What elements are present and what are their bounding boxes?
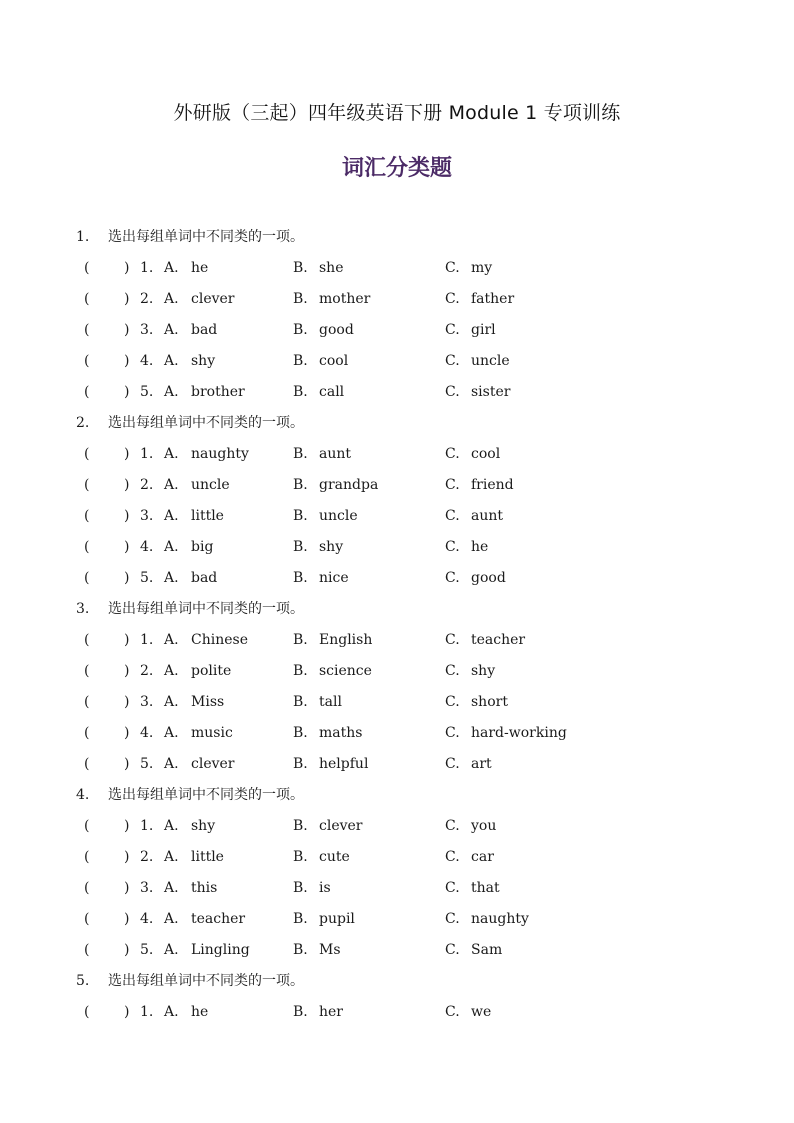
option-a-label: A. [164,570,179,586]
question-item-row [0,656,794,687]
answer-paren-open[interactable]: ( [84,694,90,710]
option-b-label: B. [293,880,308,896]
option-b-label: B. [293,539,308,555]
option-a-label: A. [164,446,179,462]
option-c-word: father [471,291,515,307]
option-b-word: Ms [319,942,341,958]
question-instruction: 选出每组单词中不同类的一项。 [108,787,304,803]
item-number: 5. [140,570,154,586]
option-b-label: B. [293,725,308,741]
option-b-word: tall [319,694,342,710]
question-item-row [0,439,794,470]
option-b-word: cool [319,353,349,369]
option-c-word: short [471,694,508,710]
option-b-word: helpful [319,756,369,772]
option-c-label: C. [445,694,460,710]
item-number: 5. [140,756,154,772]
question-item-row [0,563,794,594]
option-b-label: B. [293,849,308,865]
answer-paren-open[interactable]: ( [84,756,90,772]
option-a-label: A. [164,694,179,710]
answer-paren-close[interactable]: ) [124,942,130,958]
option-b-label: B. [293,260,308,276]
answer-paren-open[interactable]: ( [84,477,90,493]
option-a-word: brother [191,384,245,400]
question-item-row [0,904,794,935]
option-c-label: C. [445,322,460,338]
answer-paren-open[interactable]: ( [84,663,90,679]
answer-paren-open[interactable]: ( [84,539,90,555]
option-c-label: C. [445,384,460,400]
option-c-word: Sam [471,942,503,958]
item-number: 3. [140,694,154,710]
question-list [0,222,794,1028]
option-c-label: C. [445,880,460,896]
answer-paren-close[interactable]: ) [124,384,130,400]
option-a-label: A. [164,539,179,555]
answer-paren-open[interactable]: ( [84,911,90,927]
option-c-label: C. [445,632,460,648]
answer-paren-close[interactable]: ) [124,818,130,834]
option-a-word: Lingling [191,942,250,958]
question-item-row [0,842,794,873]
option-a-label: A. [164,508,179,524]
option-c-word: uncle [471,353,510,369]
option-a-label: A. [164,756,179,772]
option-b-label: B. [293,291,308,307]
option-a-label: A. [164,911,179,927]
option-b-word: aunt [319,446,352,462]
option-b-label: B. [293,818,308,834]
option-a-label: A. [164,1004,179,1020]
option-c-label: C. [445,477,460,493]
option-a-word: he [191,260,209,276]
item-number: 3. [140,508,154,524]
item-number: 4. [140,725,154,741]
question-header [0,408,794,439]
question-item-row [0,346,794,377]
option-b-label: B. [293,632,308,648]
question-item-row [0,253,794,284]
option-a-word: bad [191,570,218,586]
question-header [0,222,794,253]
answer-paren-close[interactable]: ) [124,477,130,493]
option-b-label: B. [293,911,308,927]
question-item-row [0,873,794,904]
question-number: 3. [76,601,90,617]
option-c-word: he [471,539,489,555]
item-number: 1. [140,446,154,462]
option-a-label: A. [164,291,179,307]
option-a-word: big [191,539,214,555]
answer-paren-open[interactable]: ( [84,1004,90,1020]
item-number: 3. [140,322,154,338]
option-a-word: bad [191,322,218,338]
option-b-label: B. [293,384,308,400]
option-c-label: C. [445,260,460,276]
question-instruction: 选出每组单词中不同类的一项。 [108,973,304,989]
option-c-word: girl [471,322,496,338]
option-b-label: B. [293,942,308,958]
answer-paren-close[interactable]: ) [124,539,130,555]
answer-paren-close[interactable]: ) [124,694,130,710]
option-b-word: pupil [319,911,355,927]
item-number: 5. [140,942,154,958]
option-c-label: C. [445,1004,460,1020]
option-c-word: you [471,818,497,834]
option-a-word: clever [191,291,235,307]
option-a-word: this [191,880,218,896]
answer-paren-open[interactable]: ( [84,291,90,307]
answer-paren-open[interactable]: ( [84,508,90,524]
answer-paren-close[interactable]: ) [124,570,130,586]
answer-paren-open[interactable]: ( [84,446,90,462]
question-header [0,966,794,997]
question-item-row [0,997,794,1028]
option-a-word: Miss [191,694,225,710]
answer-paren-open[interactable]: ( [84,384,90,400]
option-c-label: C. [445,942,460,958]
option-a-word: shy [191,353,216,369]
option-c-word: good [471,570,506,586]
option-a-word: music [191,725,233,741]
answer-paren-open[interactable]: ( [84,849,90,865]
answer-paren-close[interactable]: ) [124,663,130,679]
item-number: 1. [140,1004,154,1020]
item-number: 2. [140,663,154,679]
option-c-label: C. [445,756,460,772]
option-b-word: mother [319,291,371,307]
option-c-label: C. [445,911,460,927]
option-b-label: B. [293,694,308,710]
question-number: 4. [76,787,90,803]
answer-paren-close[interactable]: ) [124,508,130,524]
option-a-label: A. [164,632,179,648]
answer-paren-open[interactable]: ( [84,942,90,958]
option-a-word: little [191,508,224,524]
question-instruction: 选出每组单词中不同类的一项。 [108,229,304,245]
question-header [0,594,794,625]
option-b-word: nice [319,570,349,586]
option-c-word: that [471,880,500,896]
question-instruction: 选出每组单词中不同类的一项。 [108,415,304,431]
option-c-word: cool [471,446,501,462]
option-b-word: her [319,1004,343,1020]
option-a-word: shy [191,818,216,834]
answer-paren-open[interactable]: ( [84,322,90,338]
option-c-label: C. [445,539,460,555]
answer-paren-open[interactable]: ( [84,632,90,648]
option-c-word: aunt [471,508,504,524]
option-b-word: clever [319,818,363,834]
answer-paren-close[interactable]: ) [124,322,130,338]
option-a-label: A. [164,880,179,896]
question-item-row [0,470,794,501]
option-c-word: my [471,260,493,276]
option-b-word: English [319,632,373,648]
option-a-word: Chinese [191,632,248,648]
option-a-word: naughty [191,446,249,462]
option-b-label: B. [293,663,308,679]
option-c-label: C. [445,291,460,307]
option-b-word: maths [319,725,363,741]
document-title: 外研版（三起）四年级英语下册 Module 1 专项训练 [173,102,621,124]
question-instruction: 选出每组单词中不同类的一项。 [108,601,304,617]
question-item-row [0,935,794,966]
option-b-label: B. [293,353,308,369]
item-number: 1. [140,818,154,834]
option-a-label: A. [164,818,179,834]
answer-paren-close[interactable]: ) [124,446,130,462]
answer-paren-close[interactable]: ) [124,880,130,896]
question-item-row [0,749,794,780]
option-a-label: A. [164,353,179,369]
answer-paren-close[interactable]: ) [124,756,130,772]
question-number: 1. [76,229,90,245]
question-item-row [0,284,794,315]
item-number: 2. [140,291,154,307]
option-c-label: C. [445,725,460,741]
option-b-word: call [319,384,345,400]
option-c-word: sister [471,384,511,400]
option-c-label: C. [445,508,460,524]
option-b-word: science [319,663,372,679]
option-b-label: B. [293,1004,308,1020]
option-c-label: C. [445,446,460,462]
question-item-row [0,532,794,563]
option-b-label: B. [293,322,308,338]
answer-paren-close[interactable]: ) [124,260,130,276]
option-b-label: B. [293,477,308,493]
answer-paren-open[interactable]: ( [84,353,90,369]
question-item-row [0,625,794,656]
option-a-label: A. [164,260,179,276]
option-a-label: A. [164,663,179,679]
question-item-row [0,501,794,532]
option-a-label: A. [164,477,179,493]
answer-paren-open[interactable]: ( [84,880,90,896]
answer-paren-close[interactable]: ) [124,725,130,741]
option-a-word: uncle [191,477,230,493]
question-item-row [0,811,794,842]
option-a-word: he [191,1004,209,1020]
option-c-label: C. [445,353,460,369]
question-header [0,780,794,811]
answer-paren-close[interactable]: ) [124,291,130,307]
answer-paren-open[interactable]: ( [84,260,90,276]
item-number: 1. [140,260,154,276]
option-a-label: A. [164,849,179,865]
option-c-label: C. [445,663,460,679]
option-c-word: teacher [471,632,526,648]
option-a-word: polite [191,663,232,679]
answer-paren-open[interactable]: ( [84,725,90,741]
answer-paren-close[interactable]: ) [124,849,130,865]
option-c-word: car [471,849,494,865]
option-c-word: shy [471,663,496,679]
answer-paren-close[interactable]: ) [124,1004,130,1020]
item-number: 4. [140,911,154,927]
question-item-row [0,718,794,749]
option-c-word: hard-working [471,725,567,741]
item-number: 2. [140,477,154,493]
option-c-label: C. [445,849,460,865]
option-b-word: good [319,322,354,338]
option-b-label: B. [293,508,308,524]
answer-paren-close[interactable]: ) [124,911,130,927]
option-b-word: she [319,260,344,276]
option-b-label: B. [293,756,308,772]
option-c-label: C. [445,818,460,834]
question-number: 5. [76,973,90,989]
option-b-word: cute [319,849,350,865]
option-a-label: A. [164,322,179,338]
option-a-label: A. [164,384,179,400]
option-b-label: B. [293,446,308,462]
document-subtitle: 词汇分类题 [341,156,452,181]
question-item-row [0,687,794,718]
answer-paren-close[interactable]: ) [124,632,130,648]
option-b-word: shy [319,539,344,555]
option-c-word: we [471,1004,492,1020]
option-c-word: friend [471,477,514,493]
option-b-label: B. [293,570,308,586]
option-a-label: A. [164,942,179,958]
option-a-word: teacher [191,911,246,927]
item-number: 2. [140,849,154,865]
option-b-word: is [319,880,331,896]
answer-paren-open[interactable]: ( [84,818,90,834]
item-number: 1. [140,632,154,648]
item-number: 5. [140,384,154,400]
option-c-word: naughty [471,911,529,927]
item-number: 4. [140,353,154,369]
option-b-word: uncle [319,508,358,524]
option-a-label: A. [164,725,179,741]
question-item-row [0,377,794,408]
question-number: 2. [76,415,90,431]
option-c-word: art [471,756,492,772]
answer-paren-close[interactable]: ) [124,353,130,369]
item-number: 3. [140,880,154,896]
option-c-label: C. [445,570,460,586]
option-a-word: little [191,849,224,865]
option-b-word: grandpa [319,477,379,493]
item-number: 4. [140,539,154,555]
option-a-word: clever [191,756,235,772]
answer-paren-open[interactable]: ( [84,570,90,586]
question-item-row [0,315,794,346]
